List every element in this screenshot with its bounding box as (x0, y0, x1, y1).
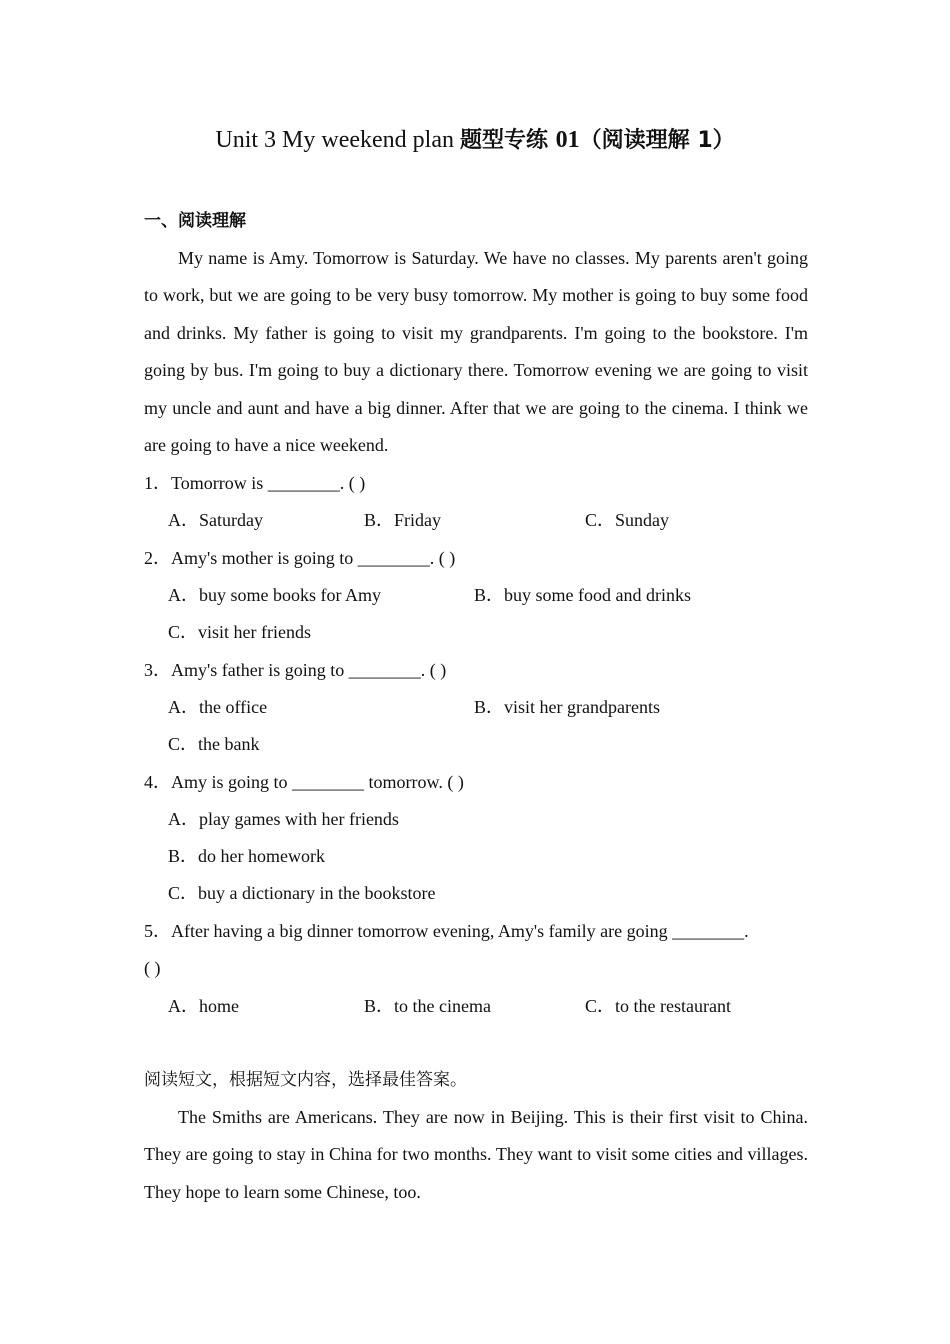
title-cn-end: （阅读理解 1） (579, 128, 735, 153)
question-4-stem: 4．Amy is going to ________ tomorrow. ( ) (144, 772, 464, 792)
question-2-option-a: A．buy some books for Amy (168, 585, 381, 605)
question-5-option-b: B．to the cinema (364, 996, 491, 1016)
question-3-option-c: C．the bank (168, 734, 260, 754)
reading-instruction: 阅读短文，根据短文内容，选择最佳答案。 (144, 1070, 467, 1090)
question-3-stem: 3．Amy's father is going to ________. ( ) (144, 660, 447, 680)
question-5-option-a: A．home (168, 996, 239, 1016)
reading-passage-2: The Smiths are Americans. They are now in Beijing. This is their first visit to China. They are going to stay in China for two months. They want to visit some cities and villages. They hope to learn some Chinese, too. (144, 1107, 808, 1202)
question-4-option-c: C．buy a dictionary in the bookstore (168, 883, 436, 903)
question-2-option-c: C．visit her friends (168, 622, 311, 642)
question-1-option-c: C．Sunday (585, 510, 670, 530)
section-heading: 一、阅读理解 (144, 211, 246, 231)
question-5-option-c: C．to the restaurant (585, 996, 731, 1016)
title-latin: Unit 3 My weekend plan (215, 127, 460, 153)
question-1-option-b: B．Friday (364, 510, 442, 530)
question-2-option-b: B．buy some food and drinks (474, 585, 691, 605)
question-1-option-a: A．Saturday (168, 510, 263, 530)
title-cn: 题型专练 (459, 128, 556, 153)
page-title (0, 122, 950, 159)
question-5-stem: 5．After having a big dinner tomorrow evening, Amy's family are going ________. (144, 921, 749, 941)
question-1-stem: 1．Tomorrow is ________. ( ) (144, 473, 366, 493)
question-4-option-b: B．do her homework (168, 846, 325, 866)
question-3-option-b: B．visit her grandparents (474, 697, 660, 717)
question-2-stem: 2．Amy's mother is going to ________. ( ) (144, 548, 456, 568)
question-4-option-a: A．play games with her friends (168, 809, 399, 829)
question-5-answer-bracket: ( ) (144, 958, 161, 978)
question-3-option-a: A．the office (168, 697, 268, 717)
title-number: 01 (555, 127, 580, 153)
reading-passage-1: My name is Amy. Tomorrow is Saturday. We have no classes. My parents aren't going to work, but we are going to be very busy tomorrow. My mother is going to buy some food and drinks. My father is going to visit my grandparents. I'm going to the bookstore. I'm going by bus. I'm going to buy a dictionary there. Tomorrow evening we are going to visit my uncle and aunt and have a big dinner. After that we are going to the cinema. I think we are going to have a nice weekend. (144, 248, 808, 456)
